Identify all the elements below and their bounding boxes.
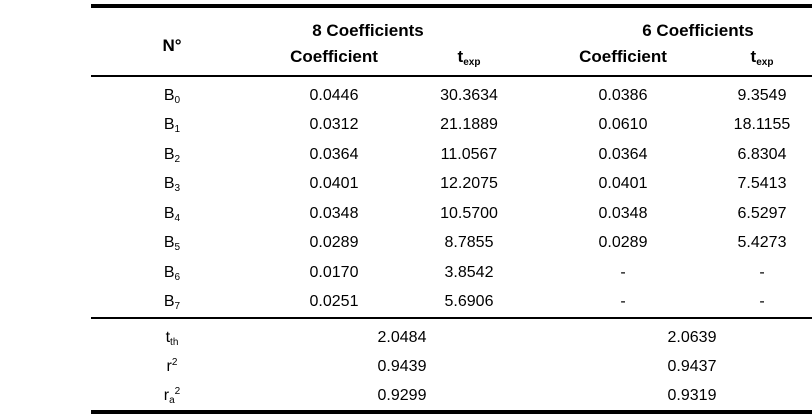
t-exp-header-6: $t_{exp}$ xyxy=(750,47,774,68)
stat-v8: 0.9439 xyxy=(377,358,427,375)
row-label-header: N° xyxy=(162,36,182,55)
cell-t8: 12.2075 xyxy=(440,175,498,193)
stat-v6: 0.9437 xyxy=(667,358,717,375)
cell-c8: 0.0446 xyxy=(309,87,359,104)
row-label: $B_5$ xyxy=(163,234,181,254)
cell-t6: - xyxy=(759,263,765,281)
coefficient-header-8: Coefficient xyxy=(290,47,378,66)
cell-c6: 0.0401 xyxy=(598,175,648,193)
row-label: $B_4$ xyxy=(163,204,181,224)
cell-t6: - xyxy=(759,293,765,310)
cell-c8: 0.0364 xyxy=(309,145,359,163)
cell-t6: 18.1155 xyxy=(733,116,791,134)
top-rule xyxy=(91,4,812,8)
group-header-8: 8 Coefficients xyxy=(312,21,424,40)
stat-v8: 0.9299 xyxy=(377,387,427,404)
coefficients-table xyxy=(91,4,812,414)
cell-t8: 30.3634 xyxy=(440,87,498,104)
cell-t6: 6.8304 xyxy=(737,145,787,163)
row-label: $B_3$ xyxy=(163,175,181,195)
cell-t6: 5.4273 xyxy=(737,234,787,252)
cell-t6: 6.5297 xyxy=(737,204,787,222)
stat-label: $t_{th}$ xyxy=(165,329,179,348)
cell-t8: 3.8542 xyxy=(444,263,494,281)
stat-v6: 0.9319 xyxy=(667,387,717,404)
cell-t8: 11.0567 xyxy=(440,145,498,163)
cell-c8: 0.0401 xyxy=(309,175,359,193)
coefficient-header-6: Coefficient xyxy=(579,47,667,66)
stats-rule xyxy=(91,317,812,319)
cell-c6: - xyxy=(620,293,626,310)
row-label: $B_0$ xyxy=(163,87,181,106)
t-exp-header-8: $t_{exp}$ xyxy=(457,47,481,68)
cell-t8: 10.5700 xyxy=(440,204,498,222)
row-label: $B_1$ xyxy=(163,116,181,136)
cell-c6: 0.0386 xyxy=(598,87,648,104)
stat-v8: 2.0484 xyxy=(377,329,427,346)
stat-label: $r^2$ xyxy=(166,357,178,375)
stat-v6: 2.0639 xyxy=(667,329,717,346)
cell-t8: 21.1889 xyxy=(440,116,498,134)
cell-c6: 0.0348 xyxy=(598,204,648,222)
cell-c8: 0.0348 xyxy=(309,204,359,222)
cell-c6: 0.0610 xyxy=(598,116,648,134)
cell-c8: 0.0289 xyxy=(309,234,359,252)
stat-label: $r_a^2$ xyxy=(163,386,181,406)
cell-t6: 7.5413 xyxy=(737,175,787,193)
row-label: $B_2$ xyxy=(163,145,181,165)
cell-c6: 0.0289 xyxy=(598,234,648,252)
cell-c6: - xyxy=(620,263,626,281)
cell-c6: 0.0364 xyxy=(598,145,648,163)
cell-t6: 9.3549 xyxy=(737,87,787,104)
cell-t8: 8.7855 xyxy=(444,234,494,252)
cell-c8: 0.0251 xyxy=(309,293,359,310)
bottom-rule xyxy=(91,410,812,414)
row-label: $B_7$ xyxy=(163,293,181,312)
cell-c8: 0.0312 xyxy=(309,116,359,134)
row-label: $B_6$ xyxy=(163,263,181,283)
cell-c8: 0.0170 xyxy=(309,263,359,281)
group-header-6: 6 Coefficients xyxy=(642,21,754,40)
cell-t8: 5.6906 xyxy=(444,293,494,310)
header-rule xyxy=(91,75,812,77)
